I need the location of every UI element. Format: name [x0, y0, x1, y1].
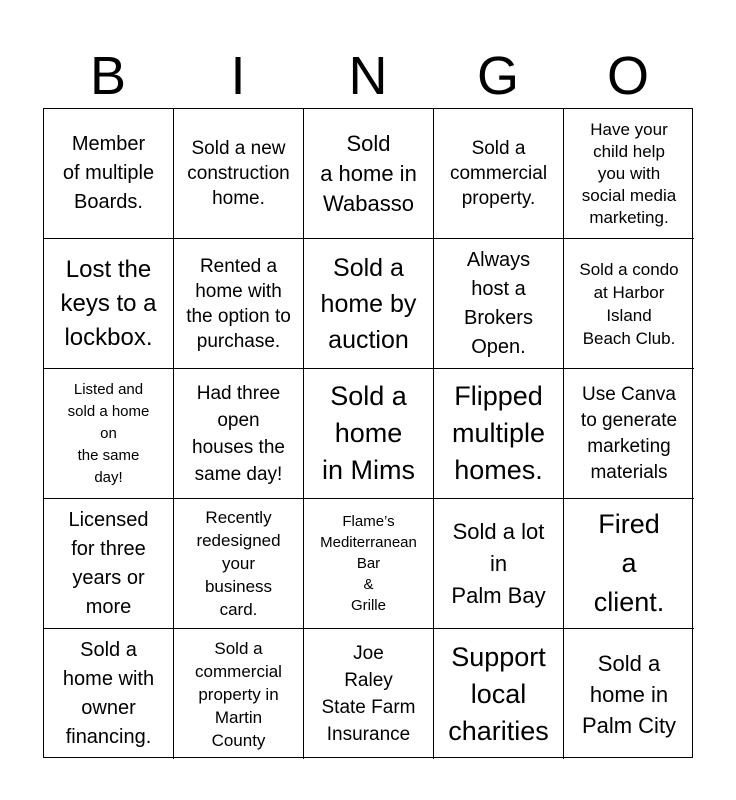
bingo-cell-4-5[interactable]	[564, 499, 694, 629]
cell-text: Sold a commercial property.	[449, 138, 548, 209]
bingo-cell-3-5[interactable]	[564, 369, 694, 499]
bingo-cell-4-3[interactable]	[304, 499, 434, 629]
cell-text: Use Canva to generate marketing materials	[580, 383, 678, 483]
bingo-cell-1-5[interactable]	[564, 109, 694, 239]
cell-text: Sold a home in Wabasso	[320, 130, 417, 216]
bingo-cell-2-5[interactable]	[564, 239, 694, 369]
title-letter-b: B	[89, 46, 127, 106]
cell-text: Had three open houses the same day!	[192, 382, 285, 485]
title-letter-g: G	[476, 46, 519, 106]
bingo-cell-5-5[interactable]	[564, 629, 694, 759]
bingo-cell-2-3[interactable]	[304, 239, 434, 369]
cell-text: Lost the keys to a lockbox.	[60, 255, 157, 351]
title-letter-i: I	[230, 46, 246, 106]
bingo-cell-2-4[interactable]	[434, 239, 564, 369]
bingo-cell-2-1[interactable]	[44, 239, 174, 369]
bingo-cell-4-4[interactable]	[434, 499, 564, 629]
cell-text: Licensed for three years or more	[68, 508, 149, 618]
bingo-cell-1-1[interactable]	[44, 109, 174, 239]
bingo-cell-3-2[interactable]	[174, 369, 304, 499]
bingo-cell-1-2[interactable]	[174, 109, 304, 239]
bingo-cell-3-3[interactable]	[304, 369, 434, 499]
bingo-cell-5-2[interactable]	[174, 629, 304, 759]
cell-text: Joe Raley State Farm Insurance	[321, 643, 416, 745]
bingo-cell-1-3[interactable]	[304, 109, 434, 239]
cell-text: Rented a home with the option to purchase.	[186, 255, 291, 352]
bingo-cell-5-1[interactable]	[44, 629, 174, 759]
cell-text: Fired a client.	[593, 509, 665, 617]
bingo-cell-2-2[interactable]	[174, 239, 304, 369]
cell-text: Sold a home by auction	[320, 253, 417, 354]
bingo-cell-5-3[interactable]	[304, 629, 434, 759]
bingo-cell-3-4[interactable]	[434, 369, 564, 499]
bingo-grid	[43, 108, 693, 758]
title-letter-n: N	[348, 46, 388, 106]
cell-text: Flame’s Mediterranean Bar & Grille	[320, 513, 417, 614]
cell-text: Sold a lot in Palm Bay	[451, 518, 546, 608]
bingo-cell-1-4[interactable]	[434, 109, 564, 239]
cell-text: Sold a home with owner financing.	[62, 639, 155, 748]
bingo-cell-3-1[interactable]	[44, 369, 174, 499]
cell-text: Sold a new construction home.	[187, 138, 290, 209]
cell-text: Sold a commercial property in Martin County	[195, 638, 282, 750]
bingo-cell-5-4[interactable]	[434, 629, 564, 759]
title-letter-o: O	[606, 46, 649, 106]
cell-text: Recently redesigned your business card.	[196, 508, 281, 619]
bingo-cell-4-2[interactable]	[174, 499, 304, 629]
cell-text: Have your child help you with social media marketing.	[581, 119, 677, 227]
bingo-title	[43, 44, 693, 108]
cell-text: Support local charities	[448, 641, 549, 746]
cell-text: Always host a Brokers Open.	[464, 248, 533, 358]
cell-text: Flipped multiple homes.	[451, 381, 546, 485]
cell-text: Sold a home in Mims	[322, 381, 415, 485]
bingo-cell-4-1[interactable]	[44, 499, 174, 629]
cell-text: Listed and sold a home on the same day!	[67, 380, 150, 486]
cell-text: Sold a condo at Harbor Island Beach Club.	[579, 259, 679, 348]
cell-text: Sold a home in Palm City	[581, 650, 677, 738]
cell-text: Member of multiple Boards.	[62, 133, 155, 213]
